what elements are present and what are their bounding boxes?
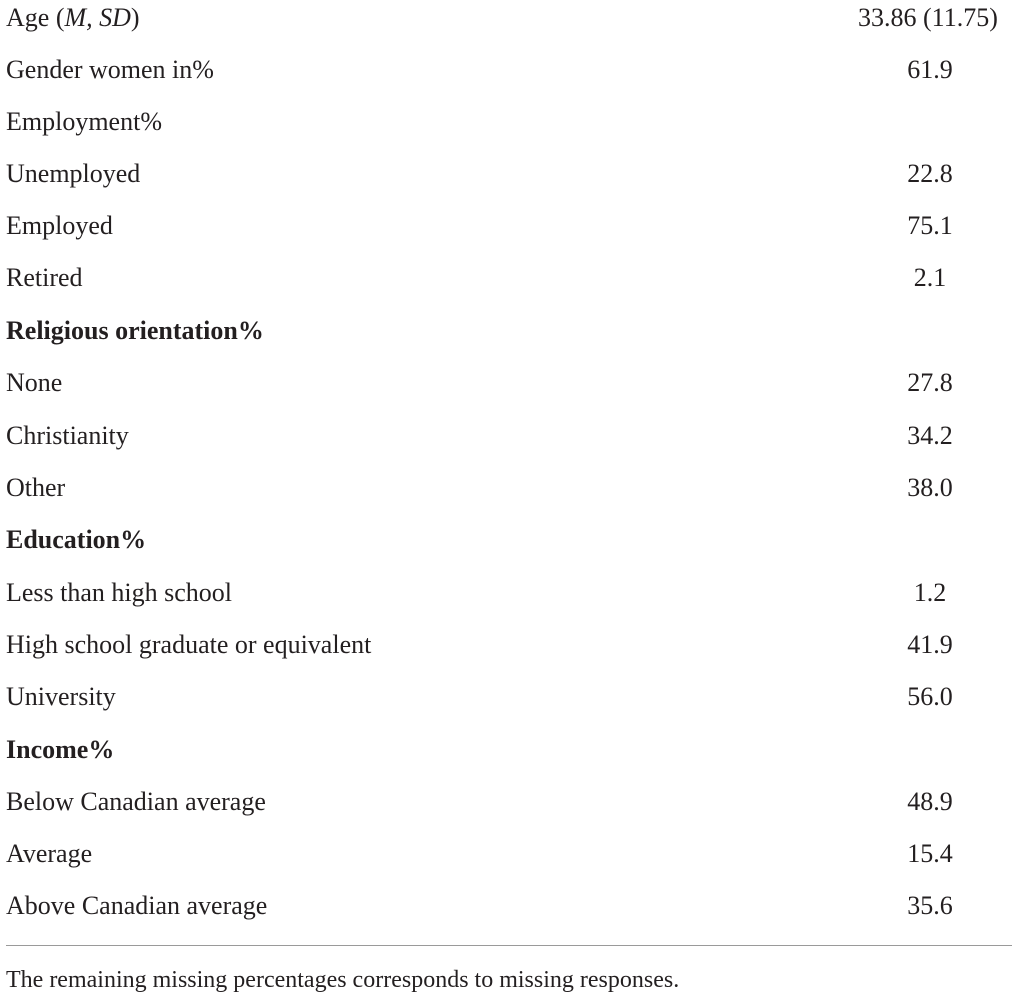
table-row-gender	[0, 50, 1017, 90]
table-row-employment-header	[0, 102, 1017, 142]
row-value: 41.9	[907, 630, 953, 659]
table-row-education-header	[0, 520, 1017, 560]
row-value: 22.8	[907, 159, 953, 188]
row-value: 38.0	[907, 473, 953, 502]
row-label: Gender women in%	[6, 55, 214, 84]
table-row-above-average	[0, 886, 1017, 926]
table-row-university	[0, 677, 1017, 717]
row-label: None	[6, 368, 63, 397]
table-row-below-average	[0, 782, 1017, 822]
row-label: Below Canadian average	[6, 787, 266, 816]
table-row-unemployed	[0, 154, 1017, 194]
table-row-age	[0, 0, 1017, 38]
row-label: High school graduate or equivalent	[6, 630, 372, 659]
table-row-income-header	[0, 730, 1017, 770]
row-label: Religious orientation%	[6, 316, 264, 345]
row-value: 61.9	[907, 55, 953, 84]
table-row-none	[0, 363, 1017, 403]
row-label: Christianity	[6, 421, 129, 450]
row-label: Income%	[6, 735, 115, 764]
row-label: Employment%	[6, 107, 162, 136]
row-value: 15.4	[907, 839, 953, 868]
table-row-religion-header	[0, 311, 1017, 351]
table-row-less-high-school	[0, 573, 1017, 613]
table-row-employed	[0, 206, 1017, 246]
table-row-christianity	[0, 416, 1017, 456]
row-value: 33.86 (11.75)	[858, 3, 998, 32]
row-label: Age (M, SD)	[6, 3, 140, 32]
table-bottom-rule	[6, 945, 1012, 946]
row-value: 27.8	[907, 368, 953, 397]
row-value: 48.9	[907, 787, 953, 816]
row-label: Retired	[6, 263, 83, 292]
row-value: 2.1	[913, 263, 947, 292]
row-value: 75.1	[907, 211, 953, 240]
row-label: Employed	[6, 211, 113, 240]
table-row-retired	[0, 258, 1017, 298]
table-row-average	[0, 834, 1017, 874]
row-label: Average	[6, 839, 93, 868]
row-label: University	[6, 682, 116, 711]
row-value: 56.0	[907, 682, 953, 711]
table-row-high-school-graduate	[0, 625, 1017, 665]
row-label: Other	[6, 473, 66, 502]
row-label: Above Canadian average	[6, 891, 268, 920]
row-label: Education%	[6, 525, 147, 554]
table-footnote: The remaining missing percentages corresponds to missing responses.	[6, 967, 680, 993]
row-value: 35.6	[907, 891, 953, 920]
row-value: 1.2	[913, 578, 947, 607]
row-label: Less than high school	[6, 578, 233, 607]
row-label: Unemployed	[6, 159, 141, 188]
table-row-other	[0, 468, 1017, 508]
row-value: 34.2	[907, 421, 953, 450]
